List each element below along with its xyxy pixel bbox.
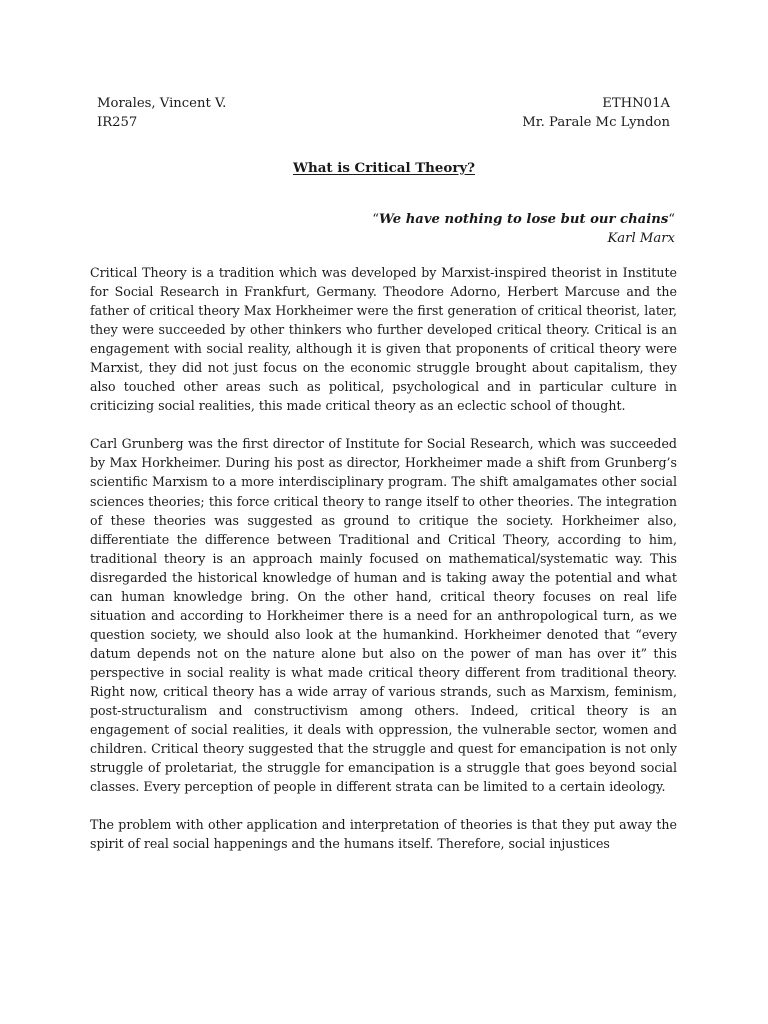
epigraph-quote-line bbox=[372, 210, 675, 229]
epigraph-quote: We have nothing to lose but our chains bbox=[378, 212, 669, 227]
epigraph-close-quote: “ bbox=[668, 212, 675, 227]
student-name: Morales, Vincent V. bbox=[97, 96, 227, 111]
epigraph bbox=[372, 210, 675, 248]
instructor-name: Mr. Parale Mc Lyndon bbox=[522, 115, 670, 130]
body-paragraph-3: The problem with other application and interpretation of theories is that they put away the spirit of real social happenings and the humans itself. Therefore, social injustices bbox=[90, 817, 677, 852]
header-row-2 bbox=[97, 113, 670, 132]
document-title: What is Critical Theory? bbox=[292, 160, 476, 176]
course-code: ETHN01A bbox=[602, 96, 670, 111]
header-row-1 bbox=[97, 94, 670, 113]
body-paragraph-1: Critical Theory is a tradition which was developed by Marxist-inspired theorist in Institute for Social Research in Frankfurt, Germany. Theodore Adorno, Herbert Marcuse and the father of critical theory Max Horkheimer were the first generation of critical theorist, later, they were succeeded by other thinkers who further developed critical theory. Critical is an engagement with social reality, although it is given that proponents of critical theory were Marxist, they did not just focus on the economic struggle brought about capitalism, they also touched other areas such as political, psychological and in particular culture in criticizing social realities, this made critical theory as an eclectic school of thought. bbox=[90, 265, 677, 414]
document-body bbox=[90, 263, 677, 872]
student-section: IR257 bbox=[97, 115, 138, 130]
epigraph-author: Karl Marx bbox=[607, 231, 675, 246]
body-paragraph-2: Carl Grunberg was the first director of Institute for Social Research, which was succeeded by Max Horkheimer. During his post as director, Horkheimer made a shift from Grunberg’s scientific Marxism to a more interdisciplinary program. The shift amalgamates other social sciences theories; this force critical theory to range itself to other theories. The integration of these theories was suggested as ground to critique the society. Horkheimer also, differentiate the difference between Traditional and Critical Theory, according to him, traditional theory is an approach mainly focused on mathematical/systematic way. This disregarded the historical knowledge of human and is taking away the potential and what can human knowledge bring. On the other hand, critical theory focuses on real life situation and according to Horkheimer there is a need for an anthropological turn, as we question society, we should also look at the humankind. Horkheimer denoted that “every datum depends not on the nature alone but also on the power of man has over it” this perspective in social reality is what made critical theory different from traditional theory. Right now, critical theory has a wide array of various strands, such as Marxism, feminism, post-structuralism and constructivism among others. Indeed, critical theory is an engagement of social realities, it deals with oppression, the vulnerable sector, women and children. Critical theory suggested that the struggle and quest for emancipation is not only struggle of proletariat, the struggle for emancipation is a struggle that goes beyond social classes. Every perception of people in different strata can be limited to a certain ideology. bbox=[90, 436, 677, 795]
epigraph-open-quote: “ bbox=[372, 212, 379, 227]
document-header bbox=[97, 94, 670, 132]
